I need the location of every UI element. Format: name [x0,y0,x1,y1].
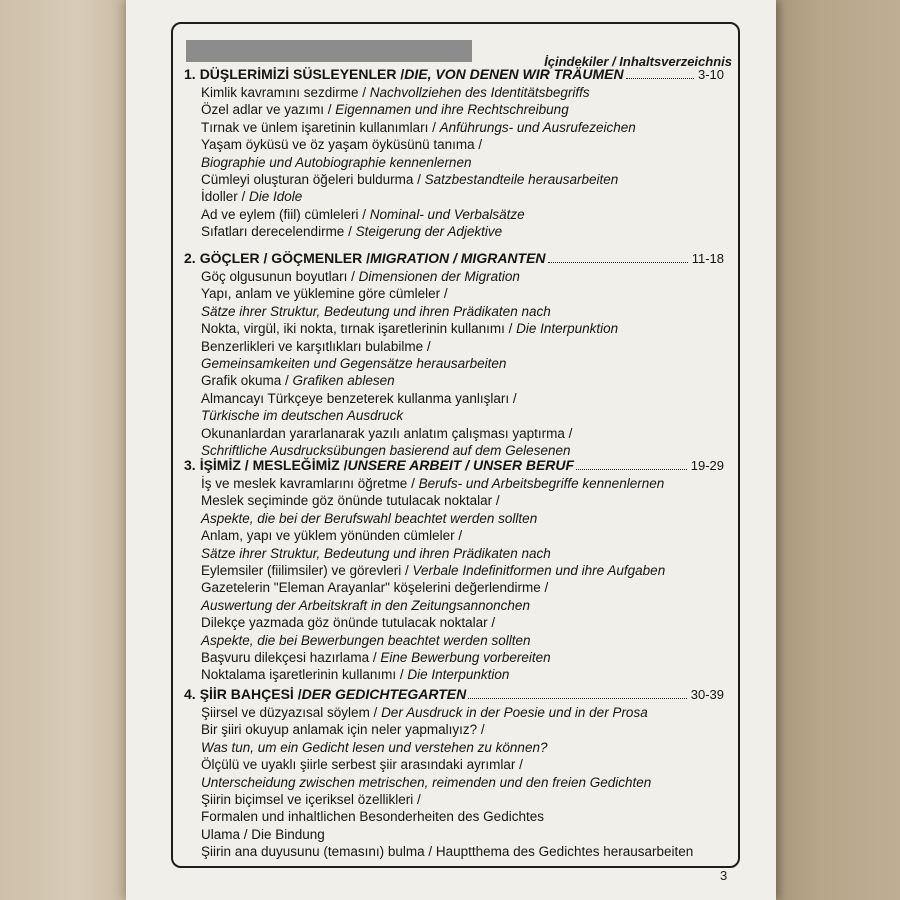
entry-text-tr: Şiirin ana duyusunu (temasını) bulma / Hauptthema des Gedichtes herausarbeiten [201,844,694,860]
section-heading [184,64,724,84]
section-number: 2. [184,250,196,266]
entry-text-tr: Sıfatları derecelendirme / [201,224,356,240]
entry-text-tr: Tırnak ve ünlem işaretinin kullanımları / [201,119,440,135]
toc-entry [201,475,724,492]
entry-text-tr: Yaşam öyküsü ve öz yaşam öyküsünü tanıma / [201,137,483,153]
section-title-de: UNSERE ARBEIT / UNSER BERUF [347,457,575,473]
toc-entry [201,425,724,442]
entry-text-tr: Yapı, anlam ve yüklemine göre cümleler / [201,286,448,302]
entry-text-tr: Nokta, virgül, iki nokta, tırnak işaretlerinin kullanımı / [201,321,517,337]
toc-entry [201,597,724,614]
entry-text-tr: Grafik okuma / [201,373,293,389]
section-items [184,704,724,861]
entry-text-de: Die Interpunktion [407,667,510,683]
toc-entry [201,826,724,843]
toc-entry [201,285,724,302]
background-right [770,0,900,900]
background-left [0,0,130,900]
toc-entry [201,649,724,666]
toc-entry [201,632,724,649]
page-number: 3 [720,868,728,883]
section-pages: 3-10 [697,67,724,82]
toc-entry [201,739,724,756]
section-heading [184,248,724,268]
entry-text-tr: Noktalama işaretlerinin kullanımı / [201,667,408,683]
toc-entry [201,843,724,860]
entry-text-de: Nominal- und Verbalsätze [369,206,525,222]
entry-text-de: Eine Bewerbung vorbereiten [380,649,551,665]
toc-entry [201,268,724,285]
toc-entry [201,721,724,738]
toc-entry [201,407,724,424]
entry-text-de: Sätze ihrer Struktur, Bedeutung und ihren Prädikaten nach [201,303,551,319]
entry-text-de: Satzbestandteile herausarbeiten [424,171,619,187]
entry-text-de: Die Idole [249,189,303,205]
toc-entry [201,206,724,223]
toc-entry [201,510,724,527]
entry-text-tr: Başvuru dilekçesi hazırlama / [201,649,381,665]
toc-entry [201,756,724,773]
toc-entry [201,223,724,240]
entry-text-tr: Benzerlikleri ve karşıtlıkları bulabilme / [201,338,431,354]
toc-entry [201,774,724,791]
section-items [184,84,724,241]
toc-section [184,455,724,684]
section-title-tr: ŞİİR BAHÇESİ / [199,686,302,702]
entry-text-de: Steigerung der Adjektive [355,224,503,240]
entry-text-tr: Ad ve eylem (fiil) cümleleri / [201,206,370,222]
entry-text-tr: İş ve meslek kavramlarını öğretme / [201,476,419,491]
entry-text-tr: Şiirin biçimsel ve içeriksel özellikleri / [201,791,421,807]
entry-text-de: Die Interpunktion [516,321,619,337]
section-title-tr: İŞİMİZ / MESLEĞİMİZ / [199,457,348,473]
toc-entry [201,704,724,721]
section-number: 4. [184,686,196,702]
entry-text-tr: Okunanlardan yararlanarak yazılı anlatım çalışması yaptırma / [201,425,573,441]
entry-text-de: Gemeinsamkeiten und Gegensätze herausarbeiten [201,355,507,371]
entry-text-de: Biographie und Autobiographie kennenlernen [201,154,472,170]
section-title-tr: DÜŞLERİMİZİ SÜSLEYENLER / [199,66,405,82]
toc-section [184,64,724,241]
entry-text-de: Schriftliche Ausdrucksübungen basierend auf dem Gelesenen [201,442,571,458]
toc-entry [201,136,724,153]
dot-leader [576,469,687,470]
toc-entry [201,808,724,825]
entry-text-tr: Eylemsiler (fiilimsiler) ve görevleri / [201,562,413,578]
entry-text-de: Dimensionen der Migration [358,269,520,284]
entry-text-tr: İdoller / [201,189,250,205]
section-title-de: DER GEDICHTEGARTEN [301,686,467,702]
section-items [184,268,724,459]
section-title-de: DIE, VON DENEN WIR TRÄUMEN [404,66,624,82]
toc-entry [201,355,724,372]
section-pages: 19-29 [690,458,724,473]
entry-text-de: Berufs- und Arbeitsbegriffe kennenlernen [418,476,665,491]
header-bar [186,40,472,62]
section-pages: 11-18 [691,251,724,266]
entry-text-de: Eigennamen und ihre Rechtschreibung [335,102,569,118]
entry-text-de: Unterscheidung zwischen metrischen, reimenden und den freien Gedichten [201,774,652,790]
toc-entry [201,101,724,118]
entry-text-tr: Dilekçe yazmada göz önünde tutulacak noktalar / [201,615,496,631]
toc-entry [201,492,724,509]
section-pages: 30-39 [690,687,724,702]
toc-entry [201,545,724,562]
entry-text-tr: Ölçülü ve uyaklı şiirle serbest şiir arasındaki ayrımlar / [201,757,523,773]
toc-entry [201,154,724,171]
section-heading [184,684,724,704]
toc-entry [201,338,724,355]
entry-text-tr: Cümleyi oluşturan öğeleri buldurma / [201,171,425,187]
toc-section [184,248,724,459]
toc-entry [201,666,724,683]
dot-leader [626,78,694,79]
dot-leader [548,262,688,263]
toc-section [184,684,724,861]
entry-text-de: Nachvollziehen des Identitätsbegriffs [369,85,590,100]
dot-leader [468,698,687,699]
toc-entry [201,527,724,544]
entry-text-tr: Meslek seçiminde göz önünde tutulacak noktalar / [201,493,500,509]
entry-text-de: Aspekte, die bei der Berufswahl beachtet werden sollten [201,510,538,526]
entry-text-tr: Gazetelerin "Eleman Arayanlar" köşelerini değerlendirme / [201,580,549,596]
toc-title: İçindekiler / Inhaltsverzeichnis [544,54,732,69]
entry-text-de: Der Ausdruck in der Poesie und in der Prosa [381,705,648,720]
entry-text-tr: Formalen und inhaltlichen Besonderheiten des Gedichtes [201,809,544,825]
toc-entry [201,171,724,188]
entry-text-de: Sätze ihrer Struktur, Bedeutung und ihren Prädikaten nach [201,545,551,561]
toc-entry [201,119,724,136]
entry-text-de: Verbale Indefinitformen und ihre Aufgaben [412,562,666,578]
toc-entry [201,320,724,337]
section-items [184,475,724,684]
toc-entry [201,579,724,596]
entry-text-tr: Özel adlar ve yazımı / [201,102,336,118]
entry-text-tr: Anlam, yapı ve yüklem yönünden cümleler / [201,528,463,544]
entry-text-de: Grafiken ablesen [292,373,395,389]
section-title-tr: GÖÇLER / GÖÇMENLER / [199,250,371,266]
entry-text-de: Türkische im deutschen Ausdruck [201,408,404,424]
section-title-de: MIGRATION / MIGRANTEN [370,250,546,266]
entry-text-tr: Almancayı Türkçeye benzeterek kullanma yanlışları / [201,390,517,406]
entry-text-de: Was tun, um ein Gedicht lesen und verstehen zu können? [201,739,548,755]
section-number: 3. [184,457,196,473]
toc-entry [201,791,724,808]
entry-text-de: Aspekte, die bei Bewerbungen beachtet werden sollten [201,632,531,648]
toc-entry [201,390,724,407]
section-heading [184,455,724,475]
entry-text-tr: Göç olgusunun boyutları / [201,269,359,284]
section-number: 1. [184,66,196,82]
entry-text-de: Anführungs- und Ausrufezeichen [439,119,636,135]
entry-text-tr: Bir şiiri okuyup anlamak için neler yapmalıyız? / [201,722,485,738]
toc-entry [201,372,724,389]
entry-text-tr: Kimlik kavramını sezdirme / [201,85,370,100]
toc-entry [201,303,724,320]
entry-text-tr: Şiirsel ve düzyazısal söylem / [201,705,382,720]
toc-entry [201,614,724,631]
toc-entry [201,562,724,579]
entry-text-de: Auswertung der Arbeitskraft in den Zeitungsannonchen [201,597,530,613]
toc-entry [201,188,724,205]
toc-entry [201,84,724,101]
entry-text-tr: Ulama / Die Bindung [201,826,325,842]
